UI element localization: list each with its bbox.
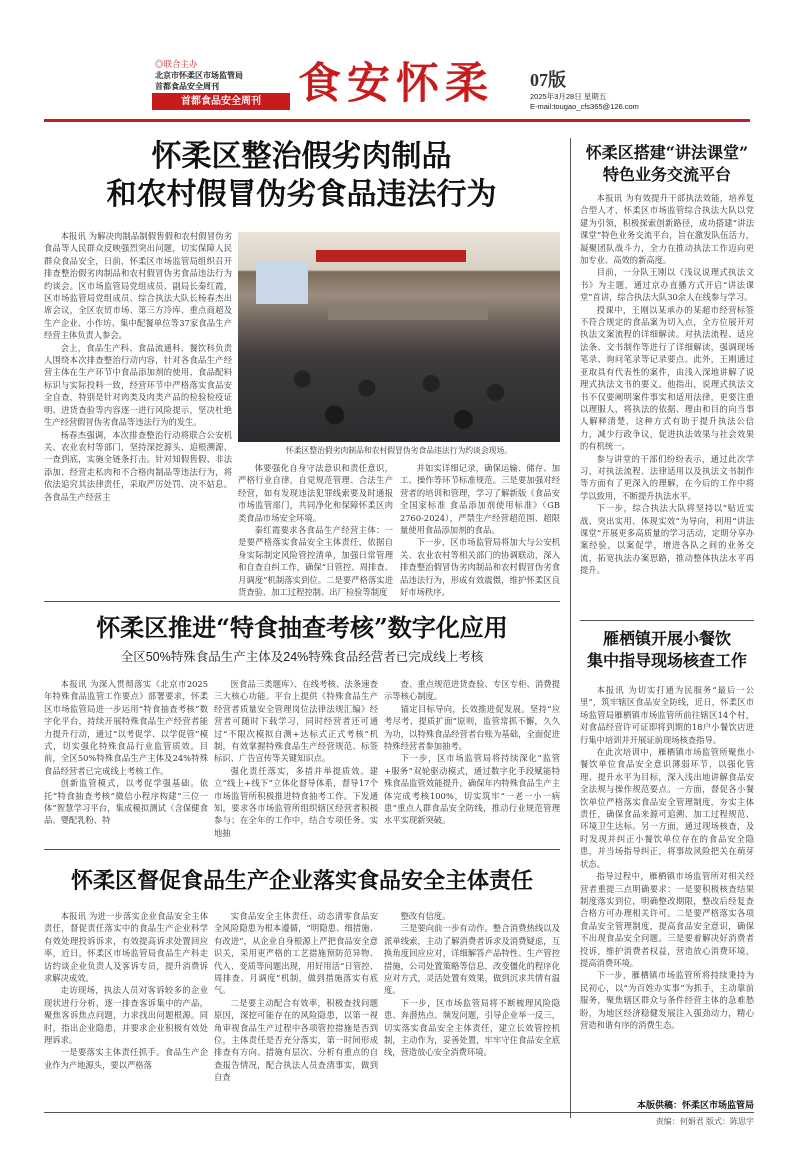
article-3-headline: 怀柔区督促食品生产企业落实食品安全主体责任 bbox=[70, 868, 533, 894]
sponsor-line-2: 首都食品安全周刊 bbox=[155, 82, 219, 91]
article-2-para: 锚定目标导向，长效推进促发展。坚持“应考尽考、提质扩面”原则，监管常抓不懈，久久为功，以特殊食品经营者台账为基础，全面促进特殊经营者参加抽考。 bbox=[384, 703, 560, 752]
edition-number: 07版 bbox=[530, 70, 566, 90]
article-1-para: 本报讯 为解决肉制品制假售假和农村假冒伪劣食品等人民群众反映强烈突出问题，切实保障人民群众食品安全，日前，怀柔区市场监管局组织召开排查整治假劣肉制品和农村假冒伪劣食品违法行为约谈会。区市场监管局党组成员、副局长秦红霞，区市场监管局党组成员、综合执法大队长杨春杰出席会议，全区农贸市场、第三方冷库、重点商超及生产企业、小作坊、集中配餐单位等37家食品生产经营主体负责人参会。 bbox=[44, 231, 232, 341]
sidebar-1-para: 下一步，综合执法大队将坚持以“贴近实战、突出实用、体现实效”为导向，利用“讲法课堂”开展更多高质量的学习活动，定期分享办案经验，以案促学，增进各队之间的业务交流，拓宽执法办案思路，推动整体执法水平再提升。 bbox=[580, 503, 754, 576]
article-2-para: 查、重点规范进货查验、专区专柜、消费提示等核心制度。 bbox=[384, 679, 560, 702]
sidebar-divider bbox=[580, 620, 754, 621]
supplier-credit: 本版供稿：怀柔区市场监管局 bbox=[636, 1101, 754, 1111]
article-2-subheadline: 全区50%特殊食品生产主体及24%特殊食品经营者已完成线上考核 bbox=[120, 650, 484, 664]
article-1-para: 下一步，区市场监管局将加大与公安机关、农业农村等相关部门的协调联动，深入排查整治假冒伪劣肉制品和农村假冒伪劣食品违法行为，形成有效震慑，维护怀柔区良好市场秩序。 bbox=[400, 537, 560, 598]
article-2-col-1 bbox=[44, 678, 208, 840]
article-3-col-1 bbox=[44, 910, 208, 1120]
article-3-para: 一是要落实主体责任抓手。食品生产企业作为产地源头，要以严格落 bbox=[44, 1047, 208, 1070]
editor-credits: 责编：何娟君 版式：陈思宇 bbox=[655, 1117, 754, 1126]
article-2-col-2 bbox=[214, 678, 378, 840]
photo-caption: 怀柔区整治假劣肉制品和农村假冒伪劣食品违法行为约谈会现场。 bbox=[285, 446, 513, 455]
sponsor-tag: ◎联合主办 bbox=[155, 59, 198, 69]
masthead-divider bbox=[44, 119, 750, 122]
photo-screen bbox=[256, 262, 308, 304]
contact-email: E-mail:tougao_cfs365@126.com bbox=[530, 102, 639, 111]
footer-divider bbox=[44, 1112, 754, 1113]
article-1-para: 会上，食品生产科、食品流通科、餐饮科负责人围绕本次排查整治行动内容，针对各食品生产经营主体在生产环节中食品添加剂的使用、食品配料标识与实际投料一致，经营环节中严格落实食品安全自查，特别是针对肉类及肉类产品的检验检疫证明、进货查验等内容逐一进行风险提示，坚决杜绝生产经营假冒伪劣食品等违法行为的发生。 bbox=[44, 342, 232, 428]
sidebar-2-para: 在此次培训中，雁栖镇市场监管所聚焦小餐饮单位食品安全意识薄弱环节，以强化管理、提升水平为目标，深入浅出地讲解食品安全法规与操作规范要点。一方面，督促各小餐饮单位严格落实食品安全管理制度，夯实主体责任，确保食品来源可追溯、加工过程规范、环境卫生达标。另一方面，通过现场核查，及时发现并纠正小餐饮单位存在的食品安全隐患，并当场指导纠正，将事故风险把关在萌芽状态。 bbox=[580, 747, 754, 869]
sidebar-2-headline-line-2: 集中指导现场核查工作 bbox=[586, 651, 747, 670]
article-2-col-3 bbox=[384, 678, 560, 840]
sidebar-1-body bbox=[580, 192, 754, 610]
article-1-headline-line-2: 和农村假冒伪劣食品违法行为 bbox=[106, 177, 497, 212]
sidebar-1-headline bbox=[580, 142, 754, 186]
sidebar-2-para: 指导过程中，雁栖镇市场监管所对相关经营者重提三点明确要求：一是要积极核查结果制度落实到位，明确整改期限，整改后经复查合格方可办理相关许可。二是要严格落实各项食品安全管理制度，提高食品安全意识，确保不出现食品安全问题。三是要着解决好消费者投诉，维护消费者权益，营造放心消费环境，提高消费环境。 bbox=[580, 871, 754, 968]
photo-table bbox=[328, 302, 488, 320]
article-1-para: 并如实详细记录，确保运输、储存、加工、操作等环节标准规范。三是要加强对经营者的培训和管理，学习了解新版《食品安全国家标准 食品添加剂使用标准》（GB 2760-2024），严禁生产经营超范围、超限量使用食品添加剂的食品。 bbox=[400, 463, 560, 536]
article-3-col-3 bbox=[384, 910, 560, 1120]
article-2-para: 下一步，区市场监管局将持续深化“监管+服务”双轮驱动模式，通过数字化手段赋能特殊食品监管效能提升，确保年内特殊食品生产主体完成考核100%，切实筑牢“一老一小一病患”重点人群食品安全防线，推动行业规范管理水平实现新突破。 bbox=[384, 753, 560, 826]
weekly-banner: 首都食品安全周刊 bbox=[152, 93, 290, 110]
article-1-para: 秦红霞要求各食品生产经营主体：一是要严格落实食品安全主体责任，依据自身实际制定风险管控清单，加强日常管理和自查自纠工作，确保“日管控、周排查、月调度”机制落实到位。二是要严格落实进货查验、加工过程控制、出厂检验等制度 bbox=[238, 525, 393, 598]
column-divider bbox=[570, 138, 571, 1118]
article-divider bbox=[44, 849, 560, 850]
article-2-para: 创新监管模式，以考促学强基础。依托“特食抽查考核”微信小程序构建“三位一体”智慧学习平台，集成模拟测试（含保健食品、婴配乳粉、特 bbox=[44, 778, 208, 826]
issue-date: 2025年3月28日 星期五 bbox=[530, 92, 607, 101]
article-1-headline-line-1: 怀柔区整治假劣肉制品 bbox=[151, 139, 452, 174]
article-3-para: 走访现场，执法人员对客诉较多的企业现状进行分析，逐一排查客诉集中的产品，聚焦客诉焦点问题，力求找出问题根源。同时，指出企业隐患，并要求企业积极有效处理诉求。 bbox=[44, 985, 208, 1046]
article-2-para: 本报讯 为深入贯彻落实《北京市2025年特殊食品监管工作要点》部署要求，怀柔区市场监管局进一步运用“特食抽查考核”数字化平台，持续开展特殊食品生产经营者能力提升行动，通过“以考促学、以学促管”模式，切实强化特殊食品行业监管质效。目前，全区50%特殊食品生产主体及24%特殊食品经营者已完成线上考核工作。 bbox=[44, 679, 208, 776]
article-1-col-1 bbox=[44, 230, 232, 588]
article-divider bbox=[44, 601, 560, 602]
sidebar-1-headline-line-2: 特色业务交流平台 bbox=[602, 165, 731, 184]
article-1-headline bbox=[44, 138, 559, 214]
meeting-photo bbox=[238, 232, 560, 442]
photo-audience bbox=[238, 352, 560, 442]
article-3-col-2 bbox=[214, 910, 378, 1120]
article-2-headline: 怀柔区推进“特食抽查考核”数字化应用 bbox=[96, 613, 508, 642]
article-1-para: 杨春杰强调，本次排查整治行动将联合公安机关、农业农村等部门，坚持深挖源头、追根溯源、一查到底，实施全链条打击。针对知假售假、非法添加、经营走私肉和不合格肉制品等违法行为，将依法追究其法律责任，采取严厉处罚、决不姑息。各食品生产经营主 bbox=[44, 429, 232, 502]
sidebar-1-para: 授课中，王刚以某承办的某超市经营标签不符合规定的食品案为切入点，全方位展开对执法文案流程的详细解读。对执法流程、适应法条、文书制作等进行了详细解读，强调现场笔录、询问笔录等记录要点。此外，王刚通过亚取具有代表性的案件，由浅入深地讲解了说理式执法文书的要义。他指出，说理式执法文书不仅要阐明案件事实和适用法律，更要注重以理服人，将执法的依据、理由和目的向当事人解释清楚，这种方式有助于提升执法公信力，减少行政争议，促进执法效果与社会效果的有机统一。 bbox=[580, 304, 754, 452]
sidebar-2-headline-line-1: 雁栖镇开展小餐饮 bbox=[602, 629, 731, 648]
article-1-para: 体要强化自身守法意识和责任意识，严格行业自律，自觉规范管理、合法生产经营，如有发现违法犯罪线索要及时通报市场监管部门，共同净化和保障怀柔区肉类食品市场安全环境。 bbox=[238, 463, 393, 523]
article-1-col-2 bbox=[238, 462, 393, 598]
article-3-para: 本报讯 为进一步落实企业食品安全主体责任，督促责任落实中的食品生产企业科学有效处理投诉诉求，有效提高诉求处置回应率，近日，怀柔区市场监管局食品生产科走访约谈企业负责人及客诉专员，提升消费诉求解决成效。 bbox=[44, 911, 208, 984]
article-3-para: 三是要向前一步有动作。整合消费热线以及派单线索，主动了解消费者诉求及消费疑虑，互换角度回应应对，详细解答产品特性、生产管控措施，公司处置策略等信息，改变僵化的程序化应对方式，灵活处置有效果，做到沉求共情有温度。 bbox=[384, 923, 560, 996]
sidebar-1-para: 目前，一分队王刚以《浅议说理式执法文书》为主题，通过京办直播方式开启“讲法课堂”首讲，综合执法大队30余人在线参与学习。 bbox=[580, 267, 754, 303]
article-3-para: 整改有信度。 bbox=[400, 911, 451, 921]
article-2-para: 医食品三类题库）、在线考核、法条速查三大核心功能。平台上提供《特殊食品生产经营者质量安全管理岗位法律法规汇编》经营者可随时下载学习，同时经营者还可通过“不限次模拟自测+达标式正式考核”机制，有效掌握特殊食品生产经营规范、标签标识、广告宣传等关键知识点。 bbox=[214, 679, 378, 764]
sidebar-2-headline bbox=[580, 628, 754, 672]
sidebar-2-para: 下一步，雁栖镇市场监管所将持续秉持为民初心，以“为百姓办实事”为抓手，主动靠前服务，聚焦辖区群众与条件经营主体的急难愁盼，为地区经济稳健发展注入强劲动力，精心营造和谐有序的消费生态。 bbox=[580, 970, 754, 1030]
sidebar-1-para: 参与讲堂的干部们纷纷表示，通过此次学习，对执法流程、法律适用以及执法文书制作等方面有了更深入的理解，在今后的工作中将学以致用，不断提升执法水平。 bbox=[580, 453, 754, 501]
article-3-para: 下一步，区市场监管局将不断梳理风险隐患、奔潜热点、频发问题，引导企业举一反三，切实落实食品安全主体责任，建立长效管控机制，主动作为，妥善处置，牢牢守住食品安全底线，营造放心安全消费环境。 bbox=[384, 997, 560, 1058]
sidebar-2-body bbox=[580, 684, 754, 1094]
sidebar-2-para: 本报讯 为切实打通为民服务“最后一公里”，筑牢辖区食品安全防线，近日，怀柔区市场监管局雁栖镇市场监管所前往辖区14个村，对食品经营许可证即将到期的18户小餐饮店进行集中培训并开展证前现场核查指导。 bbox=[580, 685, 754, 745]
sidebar-1-headline-line-1: 怀柔区搭建“讲法课堂” bbox=[585, 143, 749, 162]
article-3-para: 实食品安全主体责任、动态清零食品安全风险隐患为根本遵循，“明隐患、细措施、有改进”，从企业自身根源上严把食品安全意识关，采用更严格的工艺措施预防范异物、代入、变质等问题出现，用好用活“日管控、周排查、月调度”机制，做到措施落实有底气。 bbox=[214, 911, 378, 996]
article-3-para: 二是要主动配合有效率，积极查找问题原因，深挖可能存在的风险隐患，以第一视角审视食品生产过程中各项管控措施是否到位，主体责任是否充分落实，第一时间形成排查有方向、措施有层次、分析有重点的自查报告情况，配合执法人员查清事实，做到自查 bbox=[214, 997, 378, 1083]
article-1-col-3 bbox=[400, 462, 560, 598]
photo-banner bbox=[316, 250, 466, 262]
article-2-para: 强化责任落实，多措并举提质效。建立“线上+线下”立体化督导体系，督导17个市场监管所积极推进特食抽考工作。下发通知，要求各市场监管所组织辖区经营者积极参与；在全年的工作中，结合专项任务、实地抽 bbox=[214, 765, 378, 838]
sponsor-line-1: 北京市怀柔区市场监管局 bbox=[155, 71, 243, 80]
paper-title: 食安怀柔 bbox=[298, 59, 494, 109]
sidebar-1-para: 本报讯 为有效提升干部执法效能，培养复合型人才，怀柔区市场监管综合执法大队以党建为引领，积极探索创新路径，成功搭建“讲法课堂”特色业务交流平台，旨在激发队伍活力，凝聚团队战斗力，全力在推动执法工作迈向更加专业、高效的新高度。 bbox=[580, 193, 754, 266]
